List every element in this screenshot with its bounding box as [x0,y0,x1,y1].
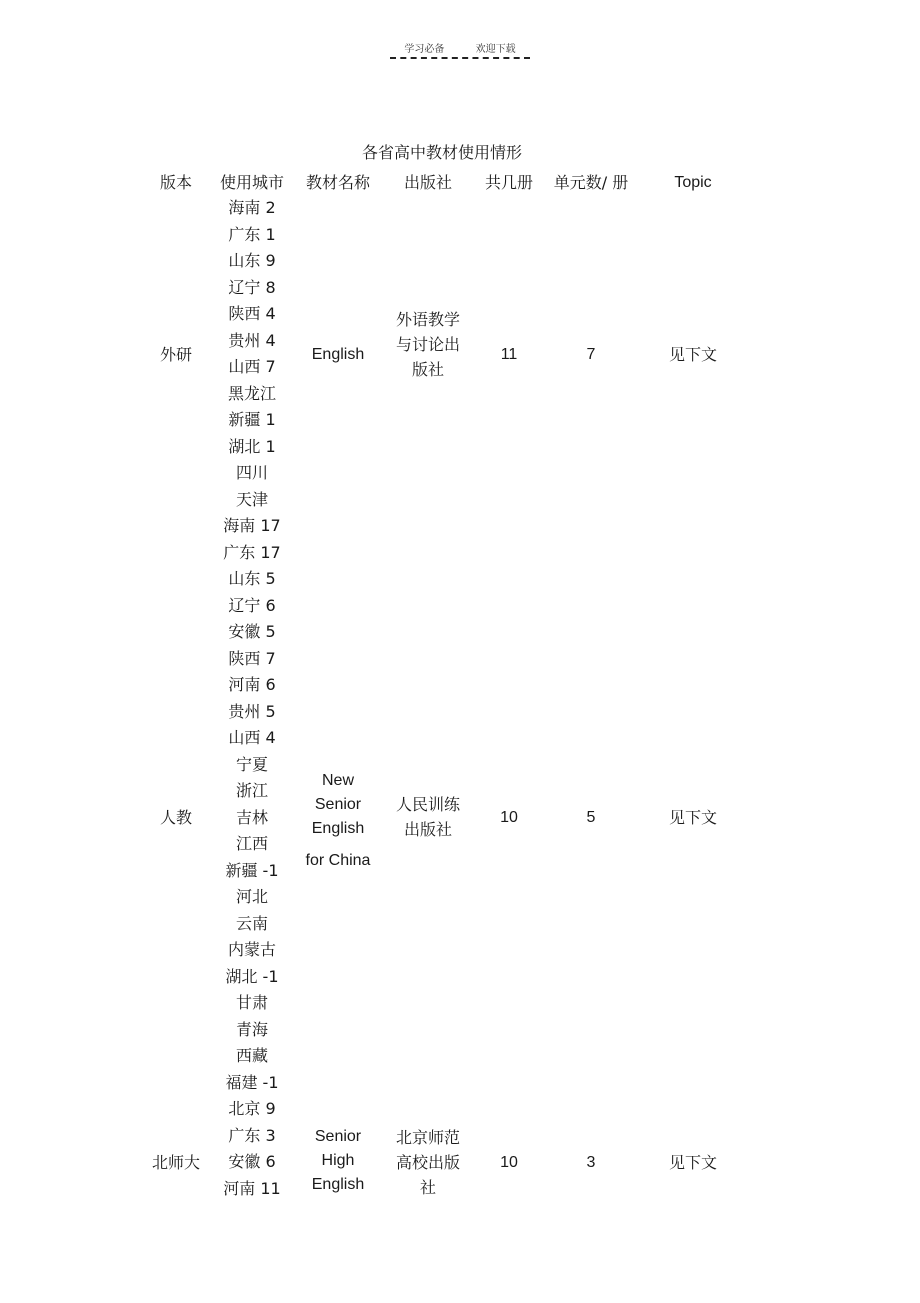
city-item: 新疆 1 [228,410,276,429]
units-cell-row-1: 7 [586,346,596,363]
publisher-cell-row-3 [384,1125,472,1200]
city-item: 湖北 1 [228,436,276,456]
page-header [0,40,920,59]
header-right-text: 欢迎下载 [475,44,516,55]
city-item: 浙江 [235,781,268,800]
edition-cell-row-2: 人教 [159,808,192,827]
city-item: 海南 2 [228,198,276,217]
col-header-cities: 使用城市 [219,173,284,192]
textbook-cell-row-2 [296,769,380,873]
city-item: 海南 17 [223,516,281,535]
topic-cell-row-1: 见下文 [668,345,717,364]
city-item: 广东 1 [228,224,276,244]
publisher-line: 社 [419,1178,436,1197]
city-item: 宁夏 [235,754,268,774]
city-item: 山东 5 [228,569,276,588]
city-item: 广东 17 [223,542,281,562]
publisher-line: 与讨论出 [395,335,460,354]
textbook-cell-row-3 [296,1125,380,1197]
city-item: 安徽 5 [228,622,276,641]
city-item: 河南 11 [223,1178,281,1198]
city-item: 陕西 4 [228,304,276,323]
textbook-line: Senior [314,796,362,813]
col-header-topic: Topic [674,174,712,191]
city-item: 吉林 [235,807,268,827]
units-cell-row-2: 5 [586,809,596,826]
publisher-cell-row-2 [384,792,472,842]
volumes-cell-row-1: 11 [500,346,518,363]
textbook-line: English [311,346,365,363]
volumes-cell-row-3: 10 [500,1154,518,1171]
city-item: 贵州 4 [228,330,276,350]
city-item: 天津 [235,489,268,509]
textbook-line: for China [305,852,371,869]
city-item: 江西 [235,834,268,853]
city-item: 四川 [235,463,268,482]
topic-cell-row-2: 见下文 [668,808,717,827]
volumes-cell-row-2: 10 [500,809,518,826]
city-item: 青海 [235,1019,268,1039]
table-title: 各省高中教材使用情形 [361,143,522,162]
textbook-line: Senior [314,1128,362,1145]
publisher-line: 人民训练 [395,795,460,814]
textbook-line: English [311,820,365,837]
publisher-line: 北京师范 [395,1128,460,1147]
units-cell-row-3: 3 [586,1154,596,1171]
textbook-line: High [321,1152,355,1169]
city-item: 河北 [235,887,268,906]
city-item: 贵州 5 [228,701,276,721]
city-item: 安徽 6 [228,1152,276,1171]
publisher-line: 出版社 [403,820,452,839]
textbook-line: New [321,772,354,789]
city-item: 甘肃 [235,993,268,1012]
city-item: 山东 9 [228,251,276,270]
publisher-cell-row-1 [384,307,472,382]
city-item: 广东 3 [228,1125,276,1145]
city-item: 辽宁 8 [228,277,276,297]
publisher-line: 外语教学 [395,310,460,329]
publisher-line: 版社 [411,360,444,379]
city-item: 河南 6 [228,675,276,694]
col-header-units: 单元数/ 册 [553,173,629,192]
city-item: 内蒙古 [227,940,276,959]
city-item: 西藏 [235,1046,268,1065]
textbook-cell-row-1 [296,342,380,367]
cities-list-row-3 [210,1096,294,1202]
city-item: 山西 7 [228,357,276,376]
col-header-publisher: 出版社 [403,173,452,192]
city-item: 云南 [235,913,268,933]
topic-cell-row-3: 见下文 [668,1153,717,1172]
city-item: 湖北 -1 [225,966,279,986]
edition-cell-row-1: 外研 [159,345,192,364]
header-left-text: 学习必备 [404,44,445,55]
cities-list-row-2 [210,513,294,1096]
col-header-edition: 版本 [159,173,192,192]
city-item: 黑龙江 [227,383,276,403]
col-header-volumes: 共几册 [484,173,533,192]
textbook-line: English [311,1176,365,1193]
col-header-textbook: 教材名称 [305,173,370,192]
city-item: 山西 4 [228,728,276,747]
cities-list-row-1 [210,195,294,513]
city-item: 北京 9 [228,1099,276,1118]
publisher-line: 高校出版 [395,1153,460,1172]
city-item: 福建 -1 [225,1072,279,1092]
city-item: 陕西 7 [228,648,276,668]
edition-cell-row-3: 北师大 [151,1153,200,1172]
city-item: 辽宁 6 [228,595,276,615]
page-header-rule [390,40,529,59]
city-item: 新疆 -1 [225,860,279,880]
